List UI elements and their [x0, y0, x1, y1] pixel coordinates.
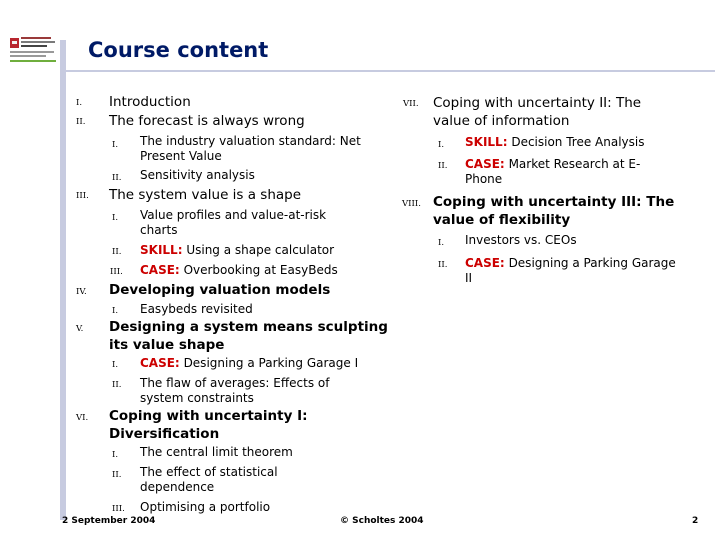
item-number: VIII.	[402, 199, 421, 209]
outline-subitem: The effect of statistical dependence	[140, 465, 278, 494]
title-rule	[60, 70, 715, 72]
subitem-number: I.	[438, 140, 445, 150]
subitem-number: I.	[112, 213, 119, 223]
subitem-number: II.	[438, 260, 448, 270]
item-number: IV.	[76, 287, 87, 297]
outline-subitem: Easybeds revisited	[140, 302, 253, 316]
footer-copyright: © Scholtes 2004	[340, 516, 424, 526]
page-number: 2	[692, 516, 699, 526]
outline-subitem: Sensitivity analysis	[140, 168, 255, 182]
item-number: III.	[76, 191, 89, 201]
outline-subitem: The flaw of averages: Effects of system constraints	[140, 376, 330, 405]
outline-subitem: CASE: Overbooking at EasyBeds	[140, 263, 338, 277]
outline-item: The forecast is always wrong	[109, 113, 305, 129]
subitem-number: I.	[112, 306, 119, 316]
subitem-number: II.	[112, 247, 122, 257]
outline-subitem: Investors vs. CEOs	[465, 233, 577, 247]
outline-item: Developing valuation models	[109, 282, 331, 298]
outline-subitem: The industry valuation standard: Net Present Value	[140, 134, 361, 163]
item-number: I.	[76, 98, 83, 108]
outline-subitem: SKILL: Decision Tree Analysis	[465, 135, 645, 149]
crest-icon	[10, 38, 19, 48]
slide-vertical-bar	[60, 40, 66, 520]
slide-title: Course content	[88, 38, 269, 62]
subitem-number: II.	[112, 173, 122, 183]
subitem-number: II.	[112, 380, 122, 390]
item-number: V.	[76, 324, 84, 334]
item-number: II.	[76, 117, 86, 127]
subitem-number: I.	[438, 238, 445, 248]
footer-date: 2 September 2004	[62, 516, 156, 526]
subitem-number: III.	[112, 504, 125, 514]
outline-subitem: SKILL: Using a shape calculator	[140, 243, 335, 257]
outline-subitem: CASE: Designing a Parking Garage II	[465, 256, 676, 285]
outline-item: The system value is a shape	[109, 187, 302, 203]
outline-item: Introduction	[109, 94, 191, 110]
subitem-number: II.	[438, 161, 448, 171]
outline-subitem: Optimising a portfolio	[140, 500, 271, 514]
university-logo	[10, 34, 58, 64]
subitem-number: I.	[112, 140, 119, 150]
outline-item: Coping with uncertainty I: Diversification	[109, 408, 308, 442]
subitem-number: III.	[110, 267, 123, 277]
outline-subitem: CASE: Market Research at E- Phone	[465, 157, 641, 186]
item-number: VI.	[76, 413, 89, 423]
outline-subitem: The central limit theorem	[140, 445, 293, 459]
outline-subitem: CASE: Designing a Parking Garage I	[140, 356, 359, 370]
outline-item: Coping with uncertainty III: The value of flexibility	[433, 194, 675, 228]
outline-subitem: Value profiles and value-at-risk charts	[140, 208, 327, 237]
outline-item: Coping with uncertainty II: The value of information	[433, 95, 642, 129]
subitem-number: I.	[112, 360, 119, 370]
subitem-number: II.	[112, 470, 122, 480]
outline-item: Designing a system means sculpting its value shape	[109, 319, 388, 353]
subitem-number: I.	[112, 450, 119, 460]
item-number: VII.	[403, 99, 419, 109]
